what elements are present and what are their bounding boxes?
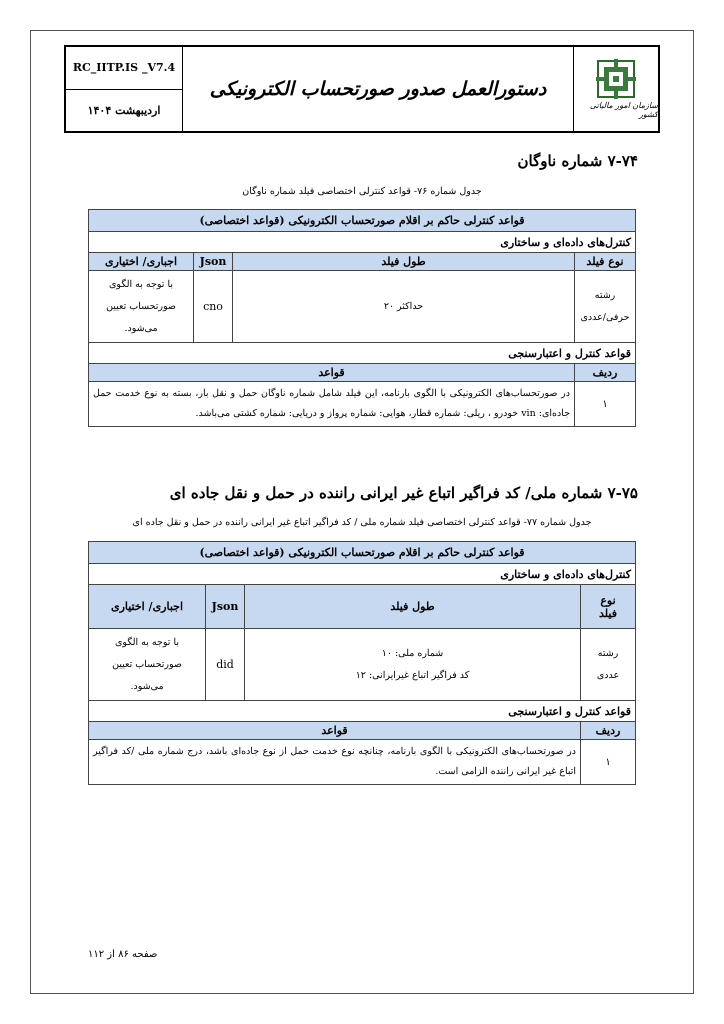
field-type-line: رشته <box>594 289 616 301</box>
field-length-value: حداکثر ۲۰ <box>233 271 575 343</box>
field-type-value <box>575 271 636 343</box>
mandatory-value <box>89 271 194 343</box>
data-controls-label: کنترل‌های داده‌ای و ساختاری <box>89 232 636 253</box>
col-mandatory: اجباری/ اختیاری <box>89 253 194 271</box>
mandatory-line: صورتحساب تعیین <box>106 300 176 312</box>
table-title: قواعد کنترلی حاکم بر اقلام صورتحساب الکترونیکی (قواعد اختصاصی) <box>89 542 636 564</box>
col-field-type-line: نوع <box>600 593 616 607</box>
rule-text: در صورتحساب‌های الکترونیکی با الگوی بارنامه، چنانچه نوع خدمت حمل از نوع جاده‌ای باشد، درج شماره ملی /کد فراگیر اتباع غیر ایرانی راننده الزامی است. <box>89 740 581 785</box>
col-mandatory: اجباری/ اختیاری <box>89 585 206 629</box>
data-controls-label: کنترل‌های داده‌ای و ساختاری <box>89 564 636 585</box>
org-logo-block <box>573 47 658 131</box>
mandatory-line: می‌شود. <box>130 680 164 692</box>
col-rules: قواعد <box>89 722 581 740</box>
mandatory-line: با توجه به الگوی <box>115 636 179 648</box>
section-heading-driver-id: ۷-۷۵ شماره ملی/ کد فراگیر اتباع غیر ایرانی راننده در حمل و نقل جاده ای <box>169 484 638 502</box>
page-border <box>30 30 694 994</box>
mandatory-line: می‌شود. <box>124 322 158 334</box>
field-length-line: شماره ملی: ۱۰ <box>381 647 444 659</box>
table-caption-76: جدول شماره ۷۶- قواعد کنترلی اختصاصی فیلد شماره ناوگان <box>242 186 482 197</box>
validation-label: قواعد کنترل و اعتبارسنجی <box>89 701 636 722</box>
col-row: ردیف <box>575 364 636 382</box>
org-name: سازمان امور مالیاتی کشور <box>589 101 658 119</box>
col-field-length: طول فیلد <box>245 585 581 629</box>
mandatory-value <box>89 629 206 701</box>
validation-label: قواعد کنترل و اعتبارسنجی <box>89 343 636 364</box>
mandatory-line: صورتحساب تعیین <box>112 658 182 670</box>
section-heading-fleet-number: ۷-۷۴ شماره ناوگان <box>517 152 638 170</box>
rule-row-number: ۱ <box>575 382 636 427</box>
tax-organization-logo-icon <box>596 59 636 99</box>
doc-code: RC_IITP.IS _V7.4 <box>66 47 182 90</box>
table-caption-77: جدول شماره ۷۷- قواعد کنترلی اختصاصی فیلد شماره ملی / کد فراگیر اتباع غیر ایرانی راننده در حمل و نقل جاده ای <box>132 517 592 528</box>
table-title: قواعد کنترلی حاکم بر اقلام صورتحساب الکترونیکی (قواعد اختصاصی) <box>89 210 636 232</box>
mandatory-line: با توجه به الگوی <box>109 278 173 290</box>
col-row: ردیف <box>581 722 636 740</box>
doc-date: اردیبهشت ۱۴۰۴ <box>87 103 161 117</box>
col-field-length: طول فیلد <box>233 253 575 271</box>
field-type-value <box>581 629 636 701</box>
col-field-type: نوع فیلد <box>575 253 636 271</box>
json-value: cno <box>194 271 233 343</box>
json-value: did <box>206 629 245 701</box>
col-field-type <box>581 585 636 629</box>
col-json: Json <box>194 253 233 271</box>
field-type-line: حرفی/عددی <box>580 311 630 323</box>
field-type-line: عددی <box>596 669 620 681</box>
fleet-number-table <box>88 209 636 427</box>
header-meta <box>66 47 183 131</box>
driver-id-table <box>88 541 636 785</box>
doc-title: دستورالعمل صدور صورتحساب الکترونیکی <box>209 78 547 100</box>
document-header <box>64 45 660 133</box>
col-json: Json <box>206 585 245 629</box>
col-rules: قواعد <box>89 364 575 382</box>
rule-row-number: ۱ <box>581 740 636 785</box>
rule-text: در صورتحساب‌های الکترونیکی با الگوی بارنامه، این فیلد شامل شماره ناوگان حمل و نقل بار، بسته به نوع خدمت حمل جاده‌ای: vin خودرو ، ریلی: شماره قطار، هوایی: شماره پرواز و دریایی: شماره کشتی می‌باشد. <box>89 382 575 427</box>
field-length-line: کد فراگیر اتباع غیرایرانی: ۱۲ <box>355 669 470 681</box>
col-field-type-line: فیلد <box>599 606 617 620</box>
field-length-value <box>245 629 581 701</box>
field-type-line: رشته <box>597 647 619 659</box>
page-number: صفحه ۸۶ از ۱۱۲ <box>88 949 158 960</box>
